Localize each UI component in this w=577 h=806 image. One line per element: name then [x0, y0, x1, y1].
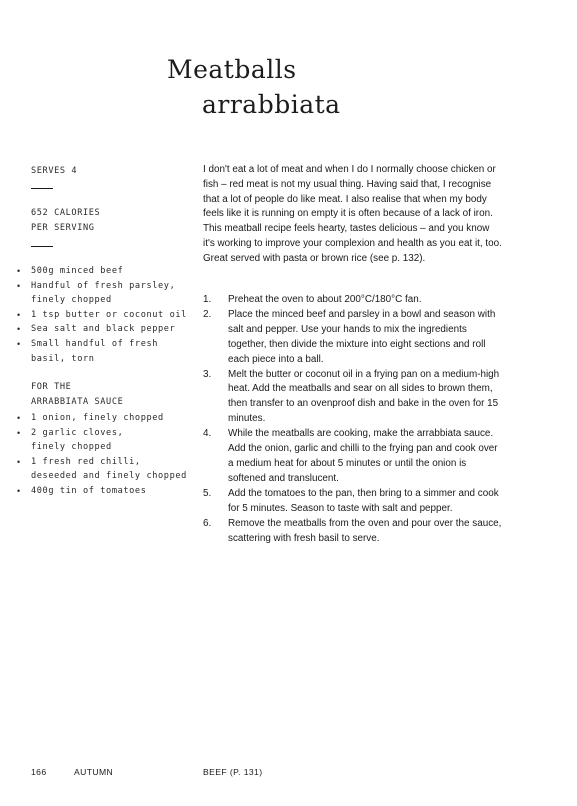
calories-per-serving-label: PER SERVING	[31, 223, 95, 233]
sauce-ingredient-list	[8, 411, 187, 499]
method-step	[203, 517, 503, 547]
bullet-icon: •	[17, 485, 21, 496]
ingredient-item	[8, 426, 187, 455]
step-text: Preheat the oven to about 200°C/180°C fan.	[228, 294, 422, 305]
step-text: Remove the meatballs from the oven and pour over the sauce, scattering with fresh basil to serve.	[228, 517, 502, 544]
ingredient-item	[8, 484, 187, 499]
bullet-icon: •	[17, 324, 21, 335]
ingredient-text: 1 fresh red chilli,	[31, 456, 141, 467]
step-text: While the meatballs are cooking, make the arrabbiata sauce. Add the onion, garlic and chilli to the frying pan and cook over a medium heat for about 5 minutes or until the onion is softened and translucent.	[228, 428, 498, 484]
method-step	[203, 427, 503, 487]
ingredient-item	[8, 308, 187, 323]
ingredient-item	[8, 411, 187, 426]
bullet-icon: •	[17, 413, 21, 423]
ingredient-text: Small handful of fresh	[31, 338, 159, 349]
step-text: Place the minced beef and parsley in a bowl and season with salt and pepper. Use your hands to mix the ingredients together, then divide the mixture into eight sections and roll each piece into a ball.	[228, 308, 496, 365]
serves-label: SERVES 4	[31, 166, 78, 176]
step-number: 2.	[203, 308, 212, 320]
ingredient-text: finely chopped	[31, 295, 112, 306]
ingredient-text: 500g minced beef	[31, 266, 124, 276]
ingredient-text: deseeded and finely chopped	[31, 471, 187, 482]
ingredient-text: 2 garlic cloves,	[31, 427, 124, 438]
ingredient-text: Sea salt and black pepper	[31, 324, 176, 335]
bullet-icon: •	[17, 456, 21, 467]
method-step	[203, 308, 503, 368]
section-label: AUTUMN	[74, 767, 114, 777]
method-step	[203, 293, 503, 308]
ingredient-text: finely chopped	[31, 442, 112, 453]
category-label: BEEF (P. 131)	[203, 767, 263, 777]
step-number: 6.	[203, 517, 212, 529]
ingredient-text: basil, torn	[31, 353, 95, 364]
divider	[31, 188, 53, 189]
ingredient-item	[8, 337, 187, 366]
page-number: 166	[31, 767, 47, 777]
bullet-icon: •	[17, 266, 21, 276]
calories-label: 652 CALORIES	[31, 208, 101, 218]
ingredient-item	[8, 455, 187, 484]
bullet-icon: •	[17, 280, 21, 291]
ingredient-text: 1 tsp butter or coconut oil	[31, 309, 187, 320]
step-text: Add the tomatoes to the pan, then bring to a simmer and cook for 5 minutes. Season to taste with salt and pepper.	[228, 487, 499, 514]
ingredient-text: 400g tin of tomatoes	[31, 485, 147, 496]
step-number: 5.	[203, 487, 212, 499]
intro-paragraph: I don't eat a lot of meat and when I do I normally choose chicken or fish – red meat is not my usual thing. Having said that, I recognise that a lot of people do like meat. I also realise that when my body feels like it is running on empty it is often because of a lack of iron. This meatball recipe feels hearty, tastes delicious – and you know it's working to improve your complexion and health as you eat it, too. Great served with pasta or brown rice (see p. 132).	[203, 164, 502, 264]
method-step	[203, 368, 503, 428]
recipe-title-line-2: arrabbiata	[202, 90, 341, 119]
step-number: 4.	[203, 428, 212, 440]
bullet-icon: •	[17, 309, 21, 320]
ingredient-text: Handful of fresh parsley,	[31, 280, 176, 291]
ingredient-item	[8, 264, 187, 279]
recipe-title-line-1: Meatballs	[167, 55, 297, 84]
sauce-heading: FOR THE	[31, 382, 72, 392]
step-number: 3.	[203, 368, 212, 380]
bullet-icon: •	[17, 427, 21, 438]
divider	[31, 246, 53, 247]
ingredient-item	[8, 279, 187, 308]
method-step	[203, 487, 503, 517]
step-number: 1.	[203, 294, 212, 305]
step-text: Melt the butter or coconut oil in a frying pan on a medium-high heat. Add the meatballs and sear on all sides to brown them, then transfer to an ovenproof dish and bake in the oven for 15 minutes.	[228, 368, 500, 425]
ingredient-item	[8, 322, 187, 337]
ingredient-text: 1 onion, finely chopped	[31, 413, 164, 423]
sauce-heading-subtitle: ARRABBIATA SAUCE	[31, 397, 124, 407]
bullet-icon: •	[17, 338, 21, 349]
ingredient-list	[8, 264, 187, 366]
method-steps	[203, 293, 503, 546]
